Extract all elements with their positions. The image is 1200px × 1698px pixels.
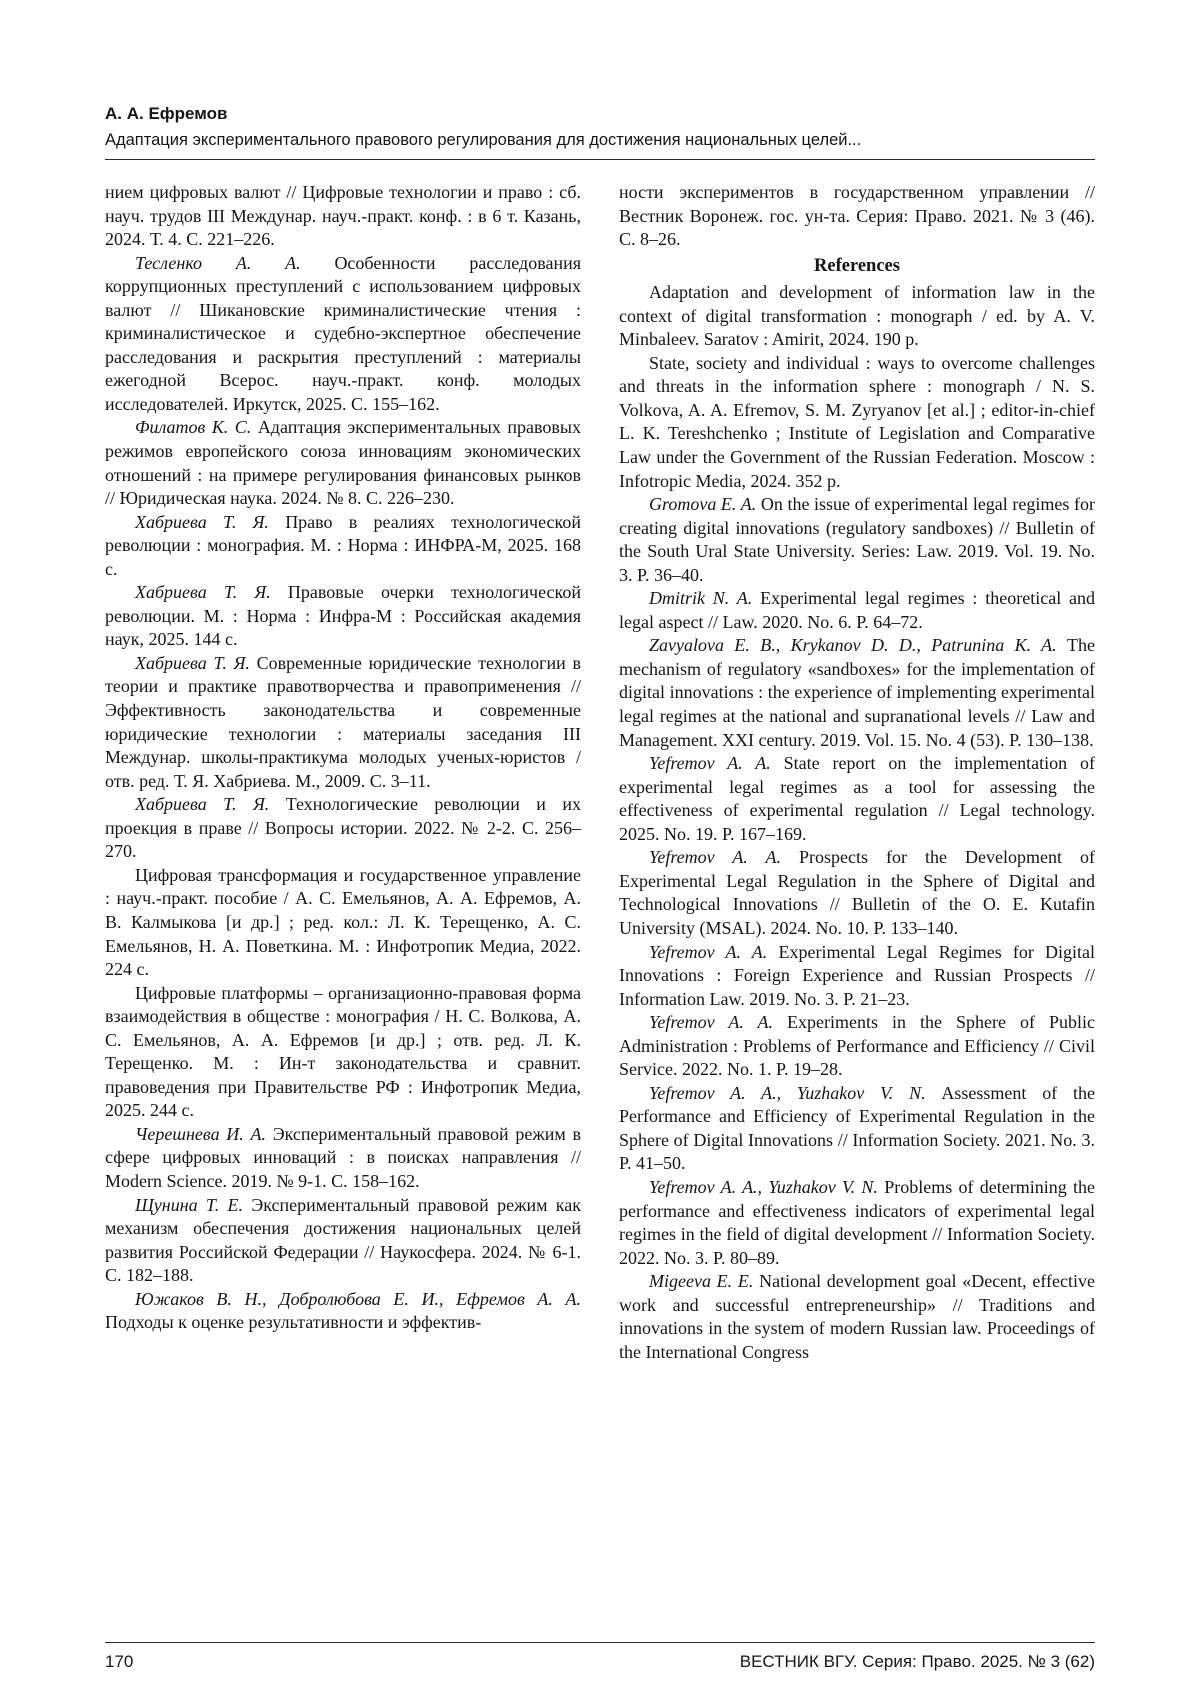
reference-author: Тесленко А. А. (135, 252, 335, 273)
reference-author: Zavyalova E. B., Krykanov D. D., Patrunina K. A. (649, 635, 1068, 656)
reference-entry: Цифровые платформы – организационно-правовая форма взаимодействия в обществе : монография / Н. С. Волкова, А. С. Емельянов, А. А. Ефремов [и др.] ; отв. ред. Л. К. Терещенко. М. : Ин-т законодательства и сравнит. правоведения при Правительстве РФ : Инфотропик Медиа, 2025. 244 с. (105, 982, 581, 1121)
reference-entry: Тесленко А. А. Особенности расследования коррупционных преступлений с использованием цифровых валют // Шикановские криминалистические чтения : криминалистическое и судебно-экспертное обеспечение расследования и раскрытия преступлений : материалы ежегодной Всерос. науч.-практ. конф. молодых исследователей. Иркутск, 2025. С. 155–162. (105, 252, 581, 414)
header-author: А. А. Ефремов (105, 104, 228, 123)
reference-entry: Yefremov A. A. Experiments in the Sphere of Public Administration : Problems of Performance and Efficiency // Civil Service. 2022. No. 1. P. 19–28. (619, 1012, 1095, 1080)
reference-author: Gromova E. A. (649, 494, 761, 515)
reference-author: Dmitrik N. A. (649, 588, 761, 609)
reference-entry: Dmitrik N. A. Experimental legal regimes : theoretical and legal aspect // Law. 2020. No. 6. P. 64–72. (619, 588, 1095, 632)
reference-entry: нием цифровых валют // Цифровые технологии и право : сб. науч. трудов III Междунар. науч.-практ. конф. : в 6 т. Казань, 2024. Т. 4. С. 221–226. (105, 182, 581, 250)
reference-entry: Yefremov A. A. Prospects for the Development of Experimental Legal Regulation in the Sphere of Digital and Technological Innovations // Bulletin of the O. E. Kutafin University (MSAL). 2024. No. 10. P. 133–140. (619, 847, 1095, 938)
reference-entry: Южаков В. Н., Добролюбова Е. И., Ефремов А. А. Подходы к оценке результативности и эффектив- (105, 1288, 581, 1333)
reference-entry: Филатов К. С. Адаптация экспериментальных правовых режимов европейского союза инновациям экономических отношений : на примере регулирования финансовых рынков // Юридическая наука. 2024. № 8. С. 226–230. (105, 417, 581, 509)
journal-title: ВЕСТНИК ВГУ. Серия: Право. 2025. № 3 (62) (739, 1652, 1095, 1671)
reference-entry: Yefremov A. A. Experimental Legal Regimes for Digital Innovations : Foreign Experience and Russian Prospects // Information Law. 2019. No. 3. P. 21–23. (619, 941, 1095, 1009)
reference-author: Yefremov A. A. (649, 941, 779, 962)
page-footer (105, 1642, 1095, 1672)
header-rule (105, 159, 1095, 160)
reference-author: Южаков В. Н., Добролюбова Е. И., Ефремов А. А. (135, 1288, 581, 1309)
references-heading: References (814, 255, 900, 276)
reference-author: Migeeva E. E. (649, 1271, 760, 1292)
right-column (619, 181, 1095, 1364)
reference-author: Филатов К. С. (135, 417, 258, 438)
reference-author: Yefremov A. A. (649, 847, 800, 868)
header-running-title: Адаптация экспериментального правового регулирования для достижения национальных целей... (105, 131, 862, 149)
reference-entry: Хабриева Т. Я. Право в реалиях технологической революции : монография. М. : Норма : ИНФРА-М, 2025. 168 с. (105, 511, 581, 579)
reference-entry: Migeeva E. E. National development goal «Decent, effective work and successful entrepreneurship» // Traditions and innovations in the system of modern Russian law. Proceedings of the International Congress (619, 1271, 1096, 1362)
left-column (105, 181, 581, 1364)
page-number: 170 (105, 1652, 134, 1671)
reference-author: Yefremov A. A., Yuzhakov V. N. (649, 1082, 942, 1103)
reference-entry: Yefremov A. A. State report on the implementation of experimental legal regimes as a tool for assessing the effectiveness of experimental regulation // Legal technology. 2025. No. 19. P. 167–169. (619, 753, 1095, 844)
reference-author: Yefremov A. A. (649, 1012, 788, 1033)
reference-entry: Щунина Т. Е. Экспериментальный правовой режим как механизм обеспечения достижения национальных целей развития Российской Федерации // Наукосфера. 2024. № 6-1. С. 182–188. (105, 1194, 582, 1286)
reference-author: Хабриева Т. Я. (135, 794, 286, 815)
reference-entry: Zavyalova E. B., Krykanov D. D., Patrunina K. A. The mechanism of regulatory «sandboxes» for the implementation of digital innovations : the experience of implementing experimental legal regimes at the national and supranational levels // Law and Management. XXI century. 2019. Vol. 15. No. 4 (53). P. 130–138. (619, 635, 1095, 750)
reference-author: Хабриева Т. Я. (135, 511, 286, 532)
reference-entry: ности экспериментов в государственном управлении // Вестник Воронеж. гос. ун-та. Серия: Право. 2021. № 3 (46). С. 8–26. (619, 182, 1095, 250)
reference-entry: Цифровая трансформация и государственное управление : науч.-практ. пособие / А. С. Емельянов, А. А. Ефремов, А. В. Калмыкова [и др.] ; ред. кол.: Л. К. Терещенко, А. С. Емельянов, Н. А. Поветкина. М. : Инфотропик Медиа, 2022. 224 с. (105, 864, 581, 980)
reference-entry: Yefremov A. A., Yuzhakov V. N. Problems of determining the performance and effectiveness indicators of experimental legal regimes in the field of digital development // Information Society. 2022. No. 3. P. 80–89. (619, 1176, 1095, 1268)
reference-author: Черешнева И. А. (135, 1123, 273, 1144)
page-header (105, 104, 1095, 160)
reference-author: Хабриева Т. Я. (135, 652, 257, 673)
reference-author: Yefremov A. A. (649, 753, 784, 774)
reference-entry: Хабриева Т. Я. Технологические революции и их проекция в праве // Вопросы истории. 2022. № 2-2. С. 256–270. (105, 794, 581, 862)
reference-author: Хабриева Т. Я. (135, 582, 288, 603)
text-columns (105, 181, 1095, 1364)
reference-author: Щунина Т. Е. (135, 1194, 252, 1215)
reference-entry: State, society and individual : ways to overcome challenges and threats in the information sphere : monograph / N. S. Volkova, A. A. Efremov, S. M. Zyryanov [et al.] ; editor-in-chief L. K. Tereshchenko ; Institute of Legislation and Comparative Law under the Government of the Russian Federation. Moscow : Infotropic Media, 2024. 352 p. (619, 352, 1095, 491)
reference-entry: Gromova E. A. On the issue of experimental legal regimes for creating digital innovations (regulatory sandboxes) // Bulletin of the South Ural State University. Series: Law. 2019. Vol. 19. No. 3. P. 36–40. (619, 494, 1095, 585)
reference-entry: Черешнева И. А. Экспериментальный правовой режим в сфере цифровых инноваций : в поисках направления // Modern Science. 2019. № 9-1. С. 158–162. (105, 1123, 581, 1191)
reference-entry: Adaptation and development of information law in the context of digital transformation : monograph / ed. by A. V. Minbaleev. Saratov : Amirit, 2024. 190 p. (619, 282, 1095, 350)
reference-author: Yefremov A. A., Yuzhakov V. N. (649, 1176, 885, 1197)
reference-entry: Хабриева Т. Я. Современные юридические технологии в теории и практике правотворчества и правоприменения // Эффективность законодательства и современные юридические технологии : материалы заседания III Междунар. школы-практикума молодых ученых-юристов / отв. ред. Т. Я. Хабриева. М., 2009. С. 3–11. (105, 652, 581, 791)
reference-entry: Yefremov A. A., Yuzhakov V. N. Assessment of the Performance and Efficiency of Experimental Regulation in the Sphere of Digital Innovations // Information Society. 2021. No. 3. P. 41–50. (619, 1082, 1095, 1174)
reference-entry: Хабриева Т. Я. Правовые очерки технологической революции. М. : Норма : Инфра-М : Российская академия наук, 2025. 144 с. (105, 582, 581, 650)
